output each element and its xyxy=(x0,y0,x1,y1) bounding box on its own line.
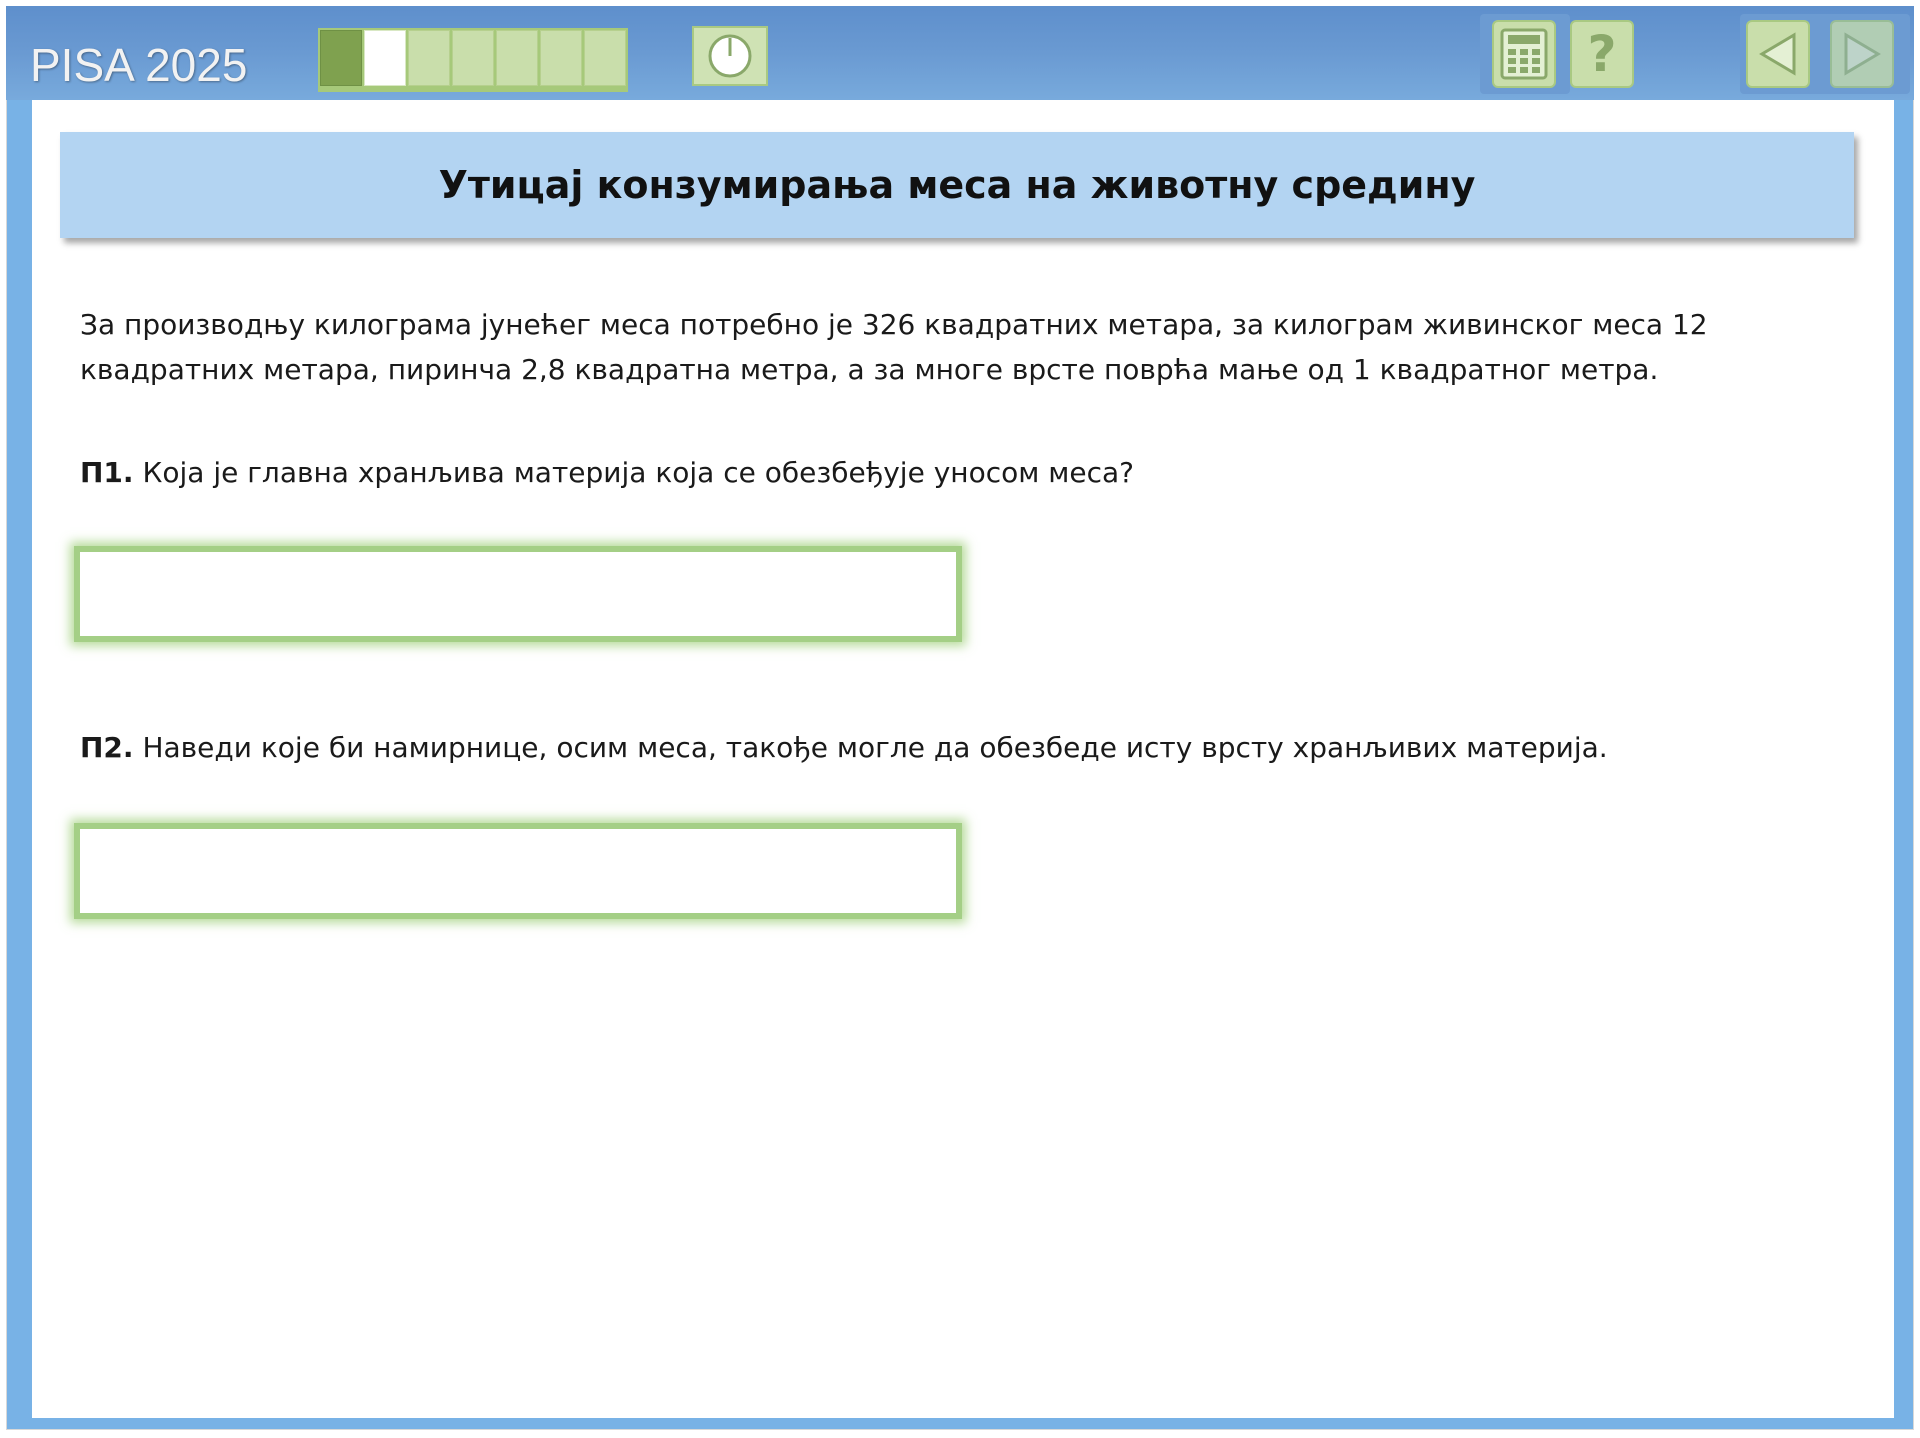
question-2-text: Наведи које би намирнице, осим меса, такође могле да обезбеде исту врсту хранљивих материја. xyxy=(142,731,1608,764)
answer-2-input[interactable] xyxy=(74,823,962,919)
progress-segment xyxy=(540,30,582,86)
calculator-button[interactable] xyxy=(1492,20,1556,88)
progress-segment xyxy=(408,30,450,86)
question-1-label: П1. xyxy=(80,456,134,489)
progress-segment xyxy=(452,30,494,86)
unit-title-banner xyxy=(60,132,1854,238)
clock-icon xyxy=(707,33,753,79)
question-1 xyxy=(80,450,1134,495)
back-button[interactable] xyxy=(1746,20,1810,88)
answer-1-input[interactable] xyxy=(74,546,962,642)
progress-segment-current xyxy=(364,30,406,86)
timer-button[interactable] xyxy=(692,26,768,86)
stimulus-text: За производњу килограма јунећег меса потребно је 326 квадратних метара, за килограм живинског меса 12 квадратних метара, пиринча 2,8 квадратна метра, а за многе врсте поврћа мање од 1 квадратног метра. xyxy=(80,308,1708,386)
pisa-logo: PISA 2025 xyxy=(30,39,248,91)
progress-segment xyxy=(496,30,538,86)
help-icon: ? xyxy=(1587,25,1617,83)
question-1-text: Која је главна хранљива материја која се обезбеђује уносом меса? xyxy=(142,456,1135,489)
progress-bar xyxy=(318,28,628,92)
next-button[interactable] xyxy=(1830,20,1894,88)
calculator-icon xyxy=(1499,27,1549,81)
progress-segment-completed xyxy=(320,30,362,86)
next-arrow-icon xyxy=(1840,31,1884,77)
help-button[interactable] xyxy=(1570,20,1634,88)
back-arrow-icon xyxy=(1756,31,1800,77)
page-title: Утицај конзумирања меса на животну средину xyxy=(438,163,1476,207)
question-2 xyxy=(80,725,1608,770)
progress-segment xyxy=(584,30,626,86)
question-2-label: П2. xyxy=(80,731,134,764)
